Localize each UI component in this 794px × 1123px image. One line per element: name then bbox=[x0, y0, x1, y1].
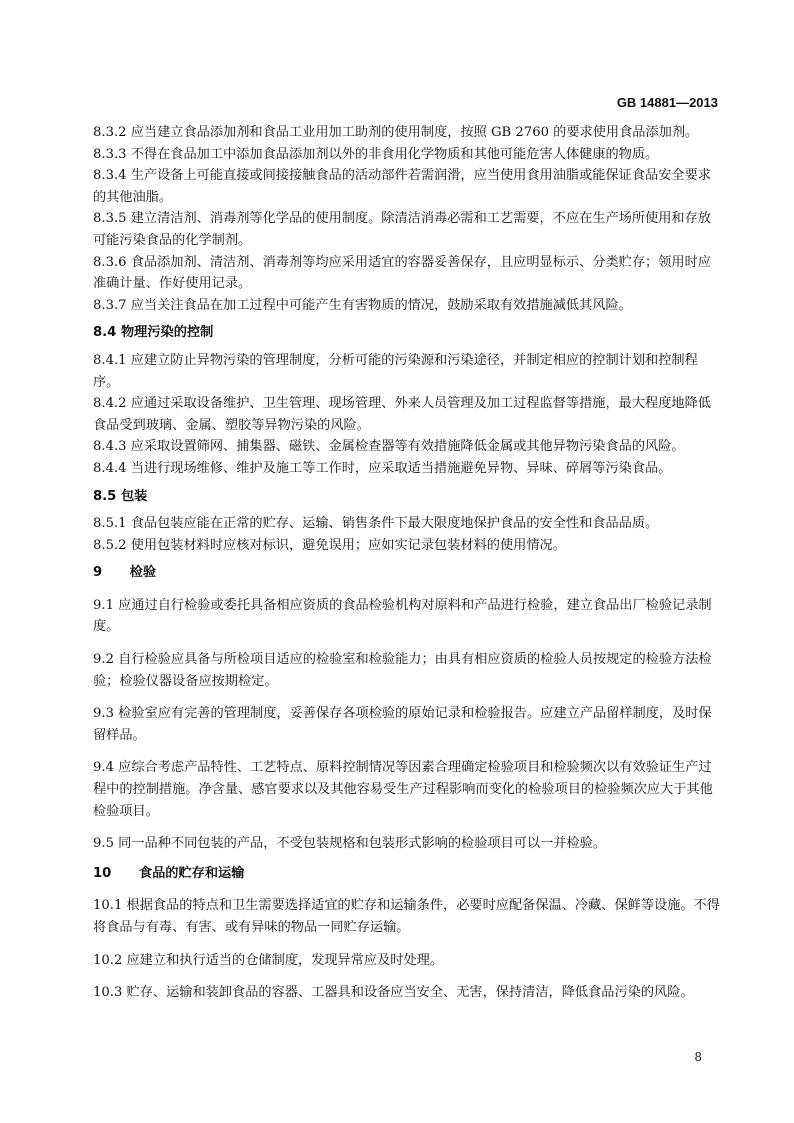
clause-9-1: 9.1 应通过自行检验或委托具备相应资质的食品检验机构对原料和产品进行检验，建立食品出厂检验记录制度。 bbox=[93, 597, 712, 635]
clause-8-3-6: 8.3.6 食品添加剂、清洁剂、消毒剂等均应采用适宜的容器妥善保存，且应明显标示、分类贮存；领用时应准确计量、作好使用记录。 bbox=[93, 254, 711, 292]
clause-8-4-3: 8.4.3 应采取设置筛网、捕集器、磁铁、金属检查器等有效措施降低金属或其他异物污染食品的风险。 bbox=[93, 439, 685, 455]
clause-9-3: 9.3 检验室应有完善的管理制度，妥善保存各项检验的原始记录和检验报告。应建立产品留样制度，及时保留样品。 bbox=[93, 706, 712, 743]
clause-8-4-4: 8.4.4 当进行现场维修、维护及施工等工作时，应采取适当措施避免异物、异味、碎屑等污染食品。 bbox=[93, 460, 672, 476]
clause-8-3-2: 8.3.2 应当建立食品添加剂和食品工业用加工助剂的使用制度，按照 GB 2760 的要求使用食品添加剂。 bbox=[93, 125, 699, 140]
section-heading-9: 9 检验 bbox=[93, 565, 157, 581]
section-heading-8-4: 8.4 物理污染的控制 bbox=[93, 325, 214, 341]
clause-8-3-3: 8.3.3 不得在食品加工中添加食品添加剂以外的非食用化学物质和其他可能危害人体健康的物质。 bbox=[93, 146, 659, 162]
standard-code: GB 14881—2013 bbox=[616, 95, 718, 110]
clause-8-4-1: 8.4.1 应建立防止异物污染的管理制度，分析可能的污染源和污染途径，并制定相应的控制计划和控制程序。 bbox=[93, 352, 698, 390]
clause-8-5-2: 8.5.2 使用包装材料时应核对标识，避免误用；应如实记录包装材料的使用情况。 bbox=[93, 537, 566, 553]
clause-8-5-1: 8.5.1 食品包装应能在正常的贮存、运输、销售条件下最大限度地保护食品的安全性和食品品质。 bbox=[93, 516, 659, 532]
page-number: 8 bbox=[694, 1050, 702, 1064]
clause-8-3-4: 8.3.4 生产设备上可能直接或间接接触食品的活动部件若需润滑，应当使用食用油脂或能保证食品安全要求的其他油脂。 bbox=[93, 168, 711, 205]
clause-8-3-7: 8.3.7 应当关注食品在加工过程中可能产生有害物质的情况，鼓励采取有效措施减低其风险。 bbox=[93, 297, 632, 313]
section-heading-8-5: 8.5 包装 bbox=[93, 488, 148, 504]
clause-10-3: 10.3 贮存、运输和装卸食品的容器、工器具和设备应当安全、无害，保持清洁，降低食品污染的风险。 bbox=[93, 985, 694, 1001]
clause-9-4: 9.4 应综合考虑产品特性、工艺特点、原料控制情况等因素合理确定检验项目和检验频次以有效验证生产过程中的控制措施。净含量、感官要求以及其他容易受生产过程影响而变化的检验项目的检验频次应大于其他检验项目。 bbox=[93, 760, 713, 819]
clause-8-3-5: 8.3.5 建立清洁剂、消毒剂等化学品的使用制度。除清洁消毒必需和工艺需要，不应在生产场所使用和存放可能污染食品的化学制剂。 bbox=[93, 211, 711, 248]
clause-9-2: 9.2 自行检验应具备与所检项目适应的检验室和检验能力；由具有相应资质的检验人员按规定的检验方法检验；检验仪器设备应按期检定。 bbox=[93, 652, 712, 689]
section-heading-10: 10 食品的贮存和运输 bbox=[93, 865, 245, 881]
clause-10-1: 10.1 根据食品的特点和卫生需要选择适宜的贮存和运输条件，必要时应配备保温、冷藏、保鲜等设施。不得将食品与有毒、有害、或有异味的物品一同贮存运输。 bbox=[93, 898, 720, 935]
clause-10-2: 10.2 应建立和执行适当的仓储制度，发现异常应及时处理。 bbox=[93, 952, 444, 968]
clause-9-5: 9.5 同一品种不同包装的产品，不受包装规格和包装形式影响的检验项目可以一并检验。 bbox=[93, 836, 607, 852]
document-body bbox=[93, 122, 723, 1004]
clause-8-4-2: 8.4.2 应通过采取设备维护、卫生管理、现场管理、外来人员管理及加工过程监督等措施，最大程度地降低食品受到玻璃、金属、塑胶等异物污染的风险。 bbox=[93, 396, 711, 433]
